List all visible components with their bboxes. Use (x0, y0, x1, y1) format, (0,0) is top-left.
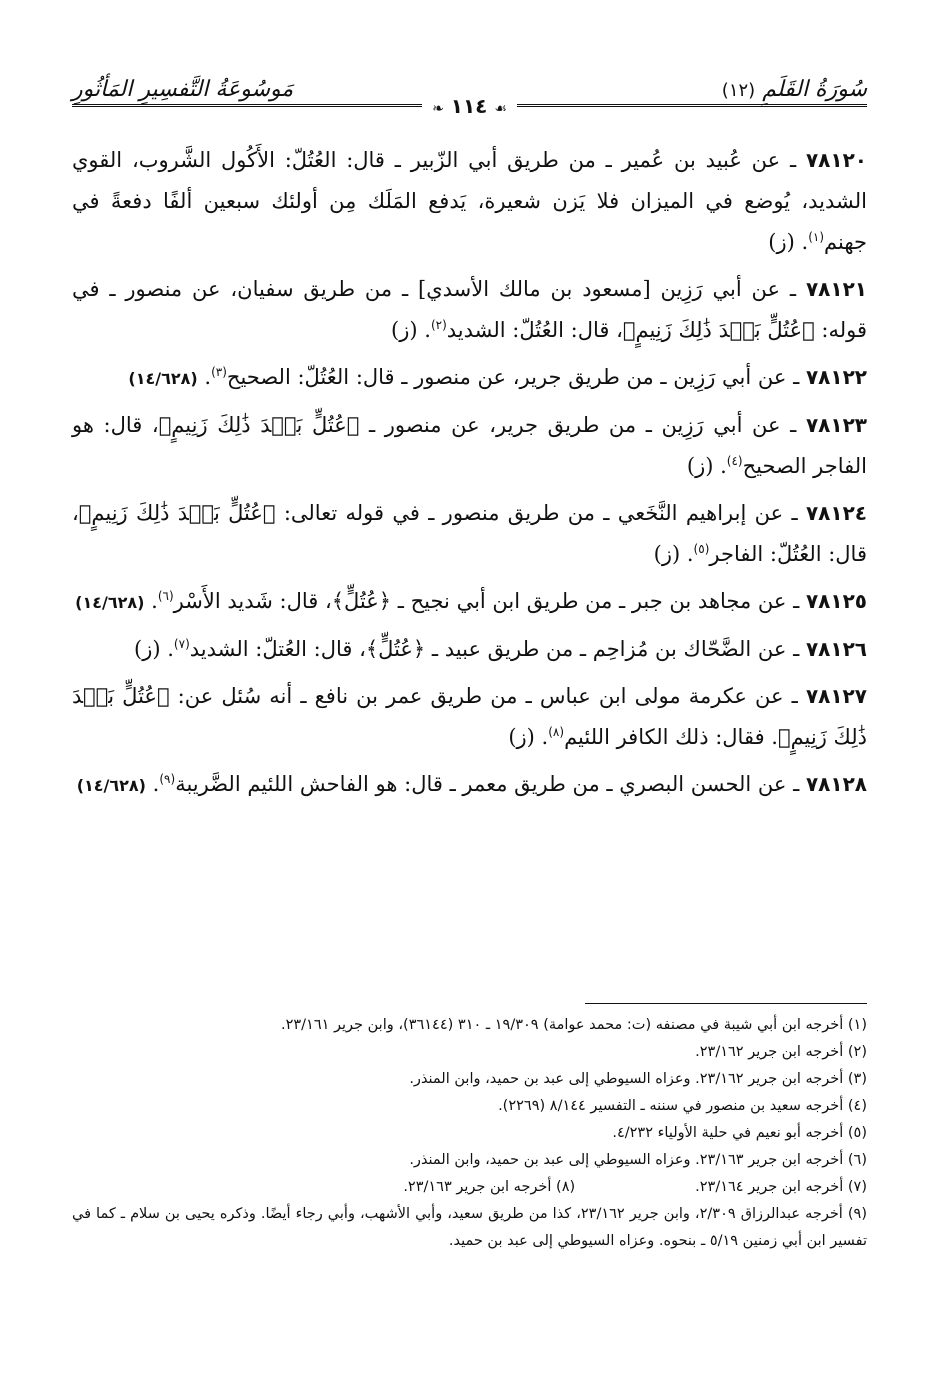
volume-reference: (١٤/٦٢٨) (75, 593, 145, 612)
footnote-ref[interactable]: (٤) (726, 454, 743, 468)
narration-entry (72, 676, 867, 758)
narration-text: ـ عن مجاهد بن جبر ـ من طريق ابن أبي نجيح ـ ﴿عُتُلٍّ﴾، قال: شَديد الأَسْر (173, 589, 800, 613)
footnote-ref[interactable]: (٥) (693, 542, 710, 556)
narrations-list (72, 140, 867, 812)
footnote-5: (٥) أخرجه أبو نعيم في حلية الأولياء ٤/٢٣٢. (612, 1125, 867, 1141)
footnote-4: (٤) أخرجه سعيد بن منصور في سننه ـ التفسير ٨/١٤٤ (٢٢٦٩). (498, 1098, 867, 1114)
ornament-right-icon: ☙ (494, 101, 507, 117)
narration-entry (72, 269, 867, 351)
volume-reference: (١٤/٦٢٨) (76, 776, 146, 795)
narration-number: ٧٨١٢٦ (805, 637, 867, 661)
narration-tail: . (ز) (134, 637, 174, 661)
narration-number: ٧٨١٢٥ (805, 589, 867, 613)
narration-text: ـ عن أبي رَزِين ـ من طريق جرير، عن منصور ـ قال: العُتُلّ: الصحيح (226, 365, 800, 389)
footnote-ref[interactable]: (٨) (548, 725, 565, 739)
volume-reference: (١٤/٦٢٨) (128, 369, 198, 388)
surah-number: (١٢) (721, 80, 756, 101)
narration-tail: . (ز) (508, 725, 549, 749)
page-number-value: ١١٤ (450, 94, 488, 118)
narration-text: ـ عن عكرمة مولى ابن عباس ـ من طريق عمر بن نافع ـ أنه سُئل عن: ﴿عُتُلٍّ بَعۡدَ ذَٰلِكَ زَنِيمٍ﴾. فقال: ذلك الكافر اللئيم (72, 684, 867, 749)
narration-entry (72, 764, 867, 806)
narration-entry (72, 140, 867, 263)
narration-number: ٧٨١٢٧ (805, 684, 867, 708)
footnotes-section (72, 1012, 867, 1255)
footnote-9: (٩) أخرجه عبدالرزاق ٢/٣٠٩، وابن جرير ٢٣/١٦٢، كذا من طريق سعيد، وأبي الأشهب، وأبي رجاء أيضًا. وذكره يحيى بن سلام ـ كما في تفسير ابن أبي زمنين ٥/١٩ ـ بنحوه. وعزاه السيوطي إلى عبد بن حميد. (72, 1206, 867, 1249)
narration-number: ٧٨١٢٠ (805, 148, 867, 172)
surah-name: سُورَةُ القَلَمِ (762, 77, 867, 102)
narration-tail: . (ز) (653, 542, 694, 566)
footnote-8: (٨) أخرجه ابن جرير ٢٣/١٦٣. (403, 1179, 576, 1195)
narration-tail: . (ز) (768, 230, 809, 254)
narration-text: ـ عن الضَّحّاك بن مُزاحِم ـ من طريق عبيد ـ ﴿عُتُلٍّ﴾، قال: العُتلّ: الشديد (189, 637, 800, 661)
narration-tail: . (151, 589, 158, 613)
footnote-1: (١) أخرجه ابن أبي شيبة في مصنفه (ت: محمد عوامة) ١٩/٣٠٩ ـ ٣١٠ (٣٦١٤٤)، وابن جرير ٢٣/١٦١. (280, 1017, 867, 1033)
footnote-ref[interactable]: (٩) (159, 772, 176, 786)
footnote-ref[interactable]: (٢) (430, 318, 447, 332)
narration-text: ـ عن الحسن البصري ـ من طريق معمر ـ قال: هو الفاحش اللئيم الضَّريبة (175, 772, 800, 796)
footnote-3: (٣) أخرجه ابن جرير ٢٣/١٦٢. وعزاه السيوطي إلى عبد بن حميد، وابن المنذر. (409, 1071, 867, 1087)
footnote-ref[interactable]: (٧) (173, 637, 190, 651)
narration-entry (72, 357, 867, 399)
footnote-separator (585, 1003, 867, 1004)
narration-tail: . (152, 772, 160, 796)
page-number-wrap (0, 94, 939, 118)
narration-tail: . (ز) (686, 454, 727, 478)
narration-entry (72, 493, 867, 575)
footnote-ref[interactable]: (٦) (157, 589, 174, 603)
narration-entry (72, 581, 867, 623)
narration-number: ٧٨١٢٨ (805, 772, 867, 796)
narration-text: ـ عن أبي رَزِين ـ من طريق جرير، عن منصور ـ ﴿عُتُلٍّ بَعۡدَ ذَٰلِكَ زَنِيمٍ﴾، قال: هو الفاجر الصحيح (72, 413, 867, 478)
narration-text: ـ عن عُبيد بن عُمير ـ من طريق أبي الزّبير ـ قال: العُتُلّ: الأَكُول الشَّروب، القوي الشديد، يُوضع في الميزان فلا يَزن شعيرة، يَدفع المَلَك مِن أولئك سبعين ألفًا دفعةً في جهنم (72, 148, 867, 254)
narration-number: ٧٨١٢٣ (805, 413, 867, 437)
narration-number: ٧٨١٢٢ (805, 365, 867, 389)
narration-number: ٧٨١٢٤ (805, 501, 867, 525)
narration-entry (72, 629, 867, 670)
narration-tail: . (204, 365, 212, 389)
narration-text: ـ عن أبي رَزِين [مسعود بن مالك الأسدي] ـ من طريق سفيان، عن منصور ـ في قوله: ﴿عُتُلٍّ بَعۡدَ ذَٰلِكَ زَنِيمٍ﴾، قال: العُتُلّ: الشديد (72, 277, 867, 342)
ornament-left-icon: ❧ (432, 101, 444, 117)
narration-entry (72, 405, 867, 487)
page-number (422, 94, 517, 118)
narration-text: ـ عن إبراهيم النَّخَعي ـ من طريق منصور ـ في قوله تعالى: ﴿عُتُلٍّ بَعۡدَ ذَٰلِكَ زَنِيمٍ﴾، قال: العُتُلّ: الفاجر (72, 501, 867, 566)
narration-number: ٧٨١٢١ (805, 277, 867, 301)
footnote-7: (٧) أخرجه ابن جرير ٢٣/١٦٤. (695, 1179, 867, 1195)
footnote-row-7-8 (72, 1174, 867, 1201)
footnote-ref[interactable]: (٣) (211, 365, 227, 379)
footnote-6: (٦) أخرجه ابن جرير ٢٣/١٦٣. وعزاه السيوطي إلى عبد بن حميد، وابن المنذر. (409, 1152, 867, 1168)
footnote-ref[interactable]: (١) (808, 230, 825, 244)
narration-tail: . (ز) (391, 318, 431, 342)
footnote-2: (٢) أخرجه ابن جرير ٢٣/١٦٢. (695, 1044, 867, 1060)
header-book-title: مَوسُوعَةُ التَّفسِيرِ المَأثُورِ (72, 77, 294, 102)
